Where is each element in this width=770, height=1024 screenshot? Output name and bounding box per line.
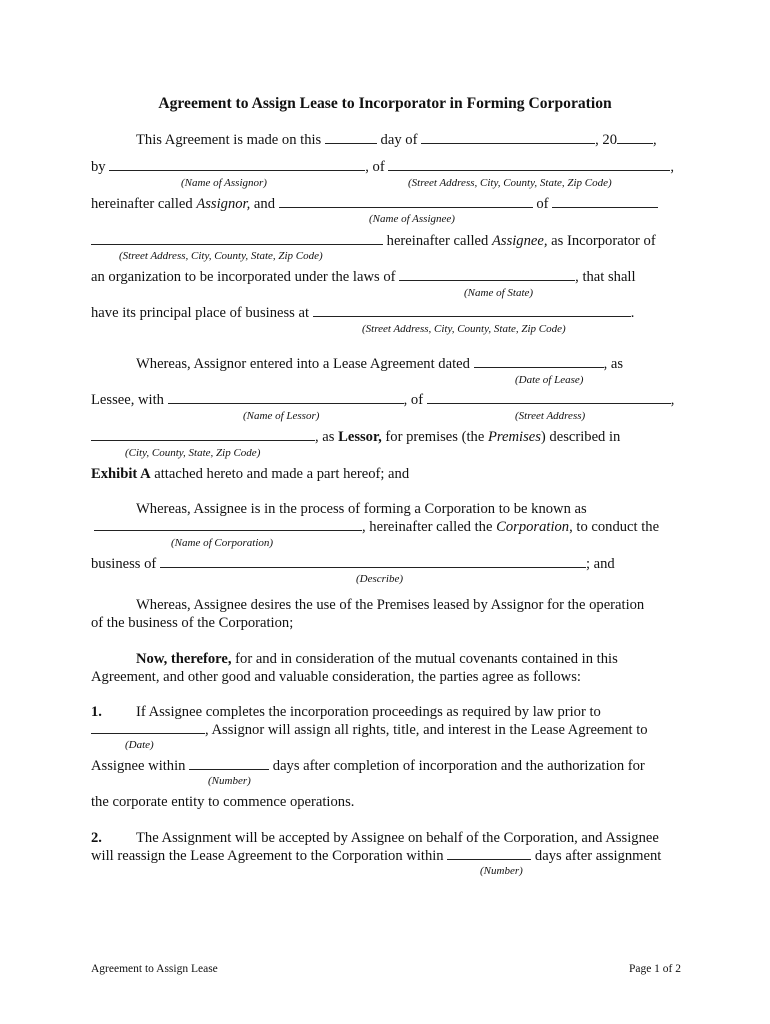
month-field[interactable] xyxy=(421,131,595,144)
business-of-text: business of xyxy=(91,556,157,572)
assignment-days-field[interactable] xyxy=(189,757,269,770)
reassign-text: will reassign the Lease Agreement to the Corporation within xyxy=(91,848,444,864)
lessor-address-field[interactable] xyxy=(427,391,671,404)
hereinafter-text: hereinafter called xyxy=(91,196,197,212)
clause1-line-3 xyxy=(91,757,645,775)
principal-address-label: (Street Address, City, County, State, Zip Code) xyxy=(362,323,566,335)
describe-label: (Describe) xyxy=(356,573,404,585)
year-field[interactable] xyxy=(617,131,653,144)
lessor-city-field[interactable] xyxy=(91,428,315,441)
days-after-text: days after completion of incorporation and the authorization for xyxy=(272,758,645,774)
year-prefix-text: , 20 xyxy=(595,132,617,148)
name-of-lessor-label: (Name of Lessor) xyxy=(243,410,320,422)
period-text: . xyxy=(630,305,635,321)
described-in-text: ) described in xyxy=(540,429,621,445)
assignee-word: Assignee, xyxy=(491,233,548,249)
therefore-line-2: Agreement, and other good and valuable consideration, the parties agree as follows: xyxy=(91,669,581,685)
state-field[interactable] xyxy=(399,268,575,281)
comma-text: , xyxy=(670,392,675,408)
business-description-field[interactable] xyxy=(160,555,586,568)
date-label: (Date) xyxy=(125,739,154,751)
whereas2-line-1: Whereas, Assignee is in the process of forming a Corporation to be known as xyxy=(136,501,587,517)
city-county-label: (City, County, State, Zip Code) xyxy=(125,447,261,459)
whereas1-line-1 xyxy=(136,355,623,373)
reassignment-days-field[interactable] xyxy=(447,847,531,860)
assignee-address-field-b[interactable] xyxy=(91,232,383,245)
as-text: , as xyxy=(315,429,339,445)
whereas1-line-2 xyxy=(91,391,674,409)
premises-text: for premises (the xyxy=(381,429,488,445)
org-laws-text: an organization to be incorporated under the laws of xyxy=(91,269,396,285)
comma-text: , xyxy=(670,159,675,175)
lease-date-field[interactable] xyxy=(474,355,604,368)
premises-word: Premises xyxy=(487,429,541,445)
lessor-street-label: (Street Address) xyxy=(515,410,586,422)
therefore-rest-text: for and in consideration of the mutual covenants contained in this xyxy=(231,651,618,667)
intro-line-1 xyxy=(136,131,657,149)
as-text: , as xyxy=(603,356,624,372)
assignee-address-label: (Street Address, City, County, State, Zip Code) xyxy=(119,250,323,262)
hereinafter-text: , hereinafter called the xyxy=(362,519,497,535)
assignor-name-field[interactable] xyxy=(109,158,365,171)
number-label: (Number) xyxy=(208,775,251,787)
lessee-with-text: Lessee, with xyxy=(91,392,164,408)
day-of-text: day of xyxy=(380,132,418,148)
intro-line-6 xyxy=(91,304,634,322)
attached-text: attached hereto and made a part hereof; and xyxy=(150,466,410,482)
corporation-name-field[interactable] xyxy=(94,518,362,531)
intro-line-4 xyxy=(91,232,656,250)
whereas1-line-4 xyxy=(91,465,409,483)
whereas2-line-2 xyxy=(94,518,659,536)
now-therefore-text: Now, therefore, xyxy=(136,651,232,667)
conduct-text: , to conduct the xyxy=(569,519,660,535)
whereas3-line-2: of the business of the Corporation; xyxy=(91,615,294,631)
exhibit-a-text: Exhibit A xyxy=(91,466,151,482)
clause2-number: 2. xyxy=(91,830,102,846)
lessor-word: Lessor, xyxy=(338,429,382,445)
document-title: Agreement to Assign Lease to Incorporator in Forming Corporation xyxy=(158,95,612,112)
name-of-corporation-label: (Name of Corporation) xyxy=(171,537,274,549)
assignee-name-field[interactable] xyxy=(279,195,533,208)
intro-line-3 xyxy=(91,195,658,213)
intro-line-5 xyxy=(91,268,636,286)
days-after-assignment-text: days after assignment xyxy=(534,848,662,864)
and-text: ; and xyxy=(585,556,615,572)
clause2-line-1: The Assignment will be accepted by Assignee on behalf of the Corporation, and Assignee xyxy=(136,830,659,846)
whereas2-line-3 xyxy=(91,555,615,573)
corporation-word: Corporation xyxy=(496,519,570,535)
name-of-assignee-label: (Name of Assignee) xyxy=(369,213,455,225)
day-field[interactable] xyxy=(325,131,377,144)
incorporator-text: as Incorporator of xyxy=(547,233,656,249)
whereas1-line-3 xyxy=(91,428,620,446)
hereinafter-text: hereinafter called xyxy=(386,233,492,249)
assignor-word: Assignor, xyxy=(196,196,251,212)
assignee-within-text: Assignee within xyxy=(91,758,186,774)
incorporation-date-field[interactable] xyxy=(91,721,205,734)
clause2-line-2 xyxy=(91,847,661,865)
principal-place-text: have its principal place of business at xyxy=(91,305,310,321)
whereas1-text: Whereas, Assignor entered into a Lease Agreement dated xyxy=(136,356,470,372)
clause1-line-2 xyxy=(91,721,648,739)
lessor-name-field[interactable] xyxy=(168,391,404,404)
clause1-line-1: If Assignee completes the incorporation proceedings as required by law prior to xyxy=(136,704,601,720)
whereas3-line-1: Whereas, Assignee desires the use of the Premises leased by Assignor for the operation xyxy=(136,597,645,613)
name-of-state-label: (Name of State) xyxy=(464,287,534,299)
assignee-address-field-a[interactable] xyxy=(552,195,658,208)
of-text: , of xyxy=(403,392,424,408)
of-text: of xyxy=(536,196,549,212)
comma-text: , xyxy=(652,132,657,148)
footer-title: Agreement to Assign Lease xyxy=(91,963,218,975)
assignor-address-field[interactable] xyxy=(388,158,670,171)
name-of-assignor-label: (Name of Assignor) xyxy=(181,177,267,189)
principal-address-field[interactable] xyxy=(313,304,631,317)
therefore-line-1 xyxy=(136,650,618,668)
clause1-line-4: the corporate entity to commence operations. xyxy=(91,794,355,810)
and-text: and xyxy=(250,196,275,212)
assign-rights-text: , Assignor will assign all rights, title, and interest in the Lease Agreement to xyxy=(205,722,648,738)
by-text: by xyxy=(91,159,106,175)
intro-line-2 xyxy=(91,158,674,176)
clause1-number: 1. xyxy=(91,704,102,720)
number-label: (Number) xyxy=(480,865,523,877)
of-text: , of xyxy=(365,159,385,175)
made-on-text: This Agreement is made on this xyxy=(136,132,322,148)
date-of-lease-label: (Date of Lease) xyxy=(515,374,584,386)
assignor-address-label: (Street Address, City, County, State, Zip Code) xyxy=(408,177,612,189)
page-number: Page 1 of 2 xyxy=(628,963,681,975)
that-shall-text: , that shall xyxy=(575,269,636,285)
